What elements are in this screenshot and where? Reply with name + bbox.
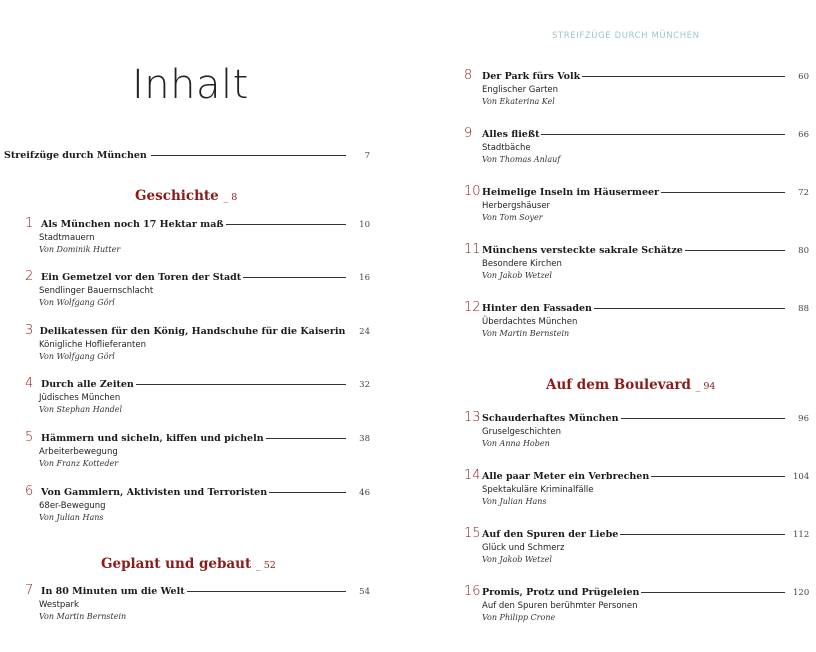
- leader-line: [266, 438, 346, 439]
- entry-title: In 80 Minuten um die Welt: [41, 586, 185, 597]
- entry-author: Von Martin Bernstein: [39, 612, 127, 621]
- entry-number: 14: [464, 468, 481, 483]
- entry-author: Von Stephan Handel: [39, 405, 123, 414]
- entry-subtitle: Jüdisches München: [39, 393, 121, 403]
- entry-page: 16: [359, 273, 370, 283]
- entry-title: Münchens versteckte sakrale Schätze: [482, 245, 683, 256]
- leader-line: [594, 308, 785, 309]
- entry-title: Alles fließt: [482, 129, 540, 140]
- toc-entry[interactable]: [25, 583, 370, 621]
- entry-page: 38: [359, 434, 370, 444]
- entry-number: 2: [25, 269, 34, 284]
- entry-number: 13: [464, 410, 481, 425]
- entry-subtitle: Arbeiterbewegung: [39, 447, 118, 457]
- section-heading-boulevard: Auf dem Boulevard _ 94: [546, 377, 716, 393]
- entry-page: 104: [793, 472, 810, 482]
- entry-number: 8: [464, 68, 473, 83]
- entry-page: 72: [798, 188, 809, 198]
- entry-number: 10: [464, 184, 481, 199]
- toc-entry[interactable]: [464, 526, 809, 564]
- entry-title: Hämmern und sicheln, kiffen und picheln: [41, 433, 264, 444]
- toc-entry[interactable]: [464, 68, 809, 106]
- entry-title: Als München noch 17 Hektar maß: [41, 219, 224, 230]
- entry-page: 96: [798, 414, 809, 424]
- entry-title: Auf den Spuren der Liebe: [482, 529, 619, 540]
- entry-subtitle: Stadtmauern: [39, 233, 95, 243]
- entry-page: 112: [793, 530, 810, 540]
- entry-author: Von Martin Bernstein: [482, 329, 570, 338]
- entry-title: Heimelige Inseln im Häusermeer: [482, 187, 660, 198]
- entry-number: 15: [464, 526, 481, 541]
- intro-entry[interactable]: [4, 150, 370, 161]
- toc-entry[interactable]: [25, 323, 370, 361]
- entry-author: Von Julian Hans: [39, 513, 104, 522]
- entry-subtitle: Westpark: [39, 600, 79, 610]
- leader-line: [620, 534, 785, 535]
- entry-number: 16: [464, 584, 481, 599]
- entry-title: Delikatessen für den König, Handschuhe für die Kaiserin: [39, 326, 346, 337]
- entry-author: Von Thomas Anlauf: [482, 155, 561, 164]
- toc-entry[interactable]: [464, 126, 809, 164]
- entry-page: 10: [359, 220, 370, 230]
- entry-author: Von Julian Hans: [482, 497, 547, 506]
- entry-page: 32: [359, 380, 370, 390]
- toc-entry[interactable]: [464, 410, 809, 448]
- toc-entry[interactable]: [464, 300, 809, 338]
- toc-entry[interactable]: [25, 430, 370, 468]
- leader-line: [685, 250, 785, 251]
- leader-line: [187, 591, 346, 592]
- entry-subtitle: Überdachtes München: [482, 317, 578, 327]
- entry-subtitle: Sendlinger Bauernschlacht: [39, 286, 154, 296]
- toc-entry[interactable]: [464, 184, 809, 222]
- leader-line: [651, 476, 785, 477]
- leader-line: [621, 418, 785, 419]
- entry-title: Durch alle Zeiten: [41, 379, 134, 390]
- entry-subtitle: Spektakuläre Kriminalfälle: [482, 485, 594, 495]
- page-title: Inhalt: [132, 62, 249, 108]
- entry-title: Alle paar Meter ein Verbrechen: [482, 471, 650, 482]
- leader-line: [661, 192, 785, 193]
- toc-entry[interactable]: [464, 242, 809, 280]
- entry-subtitle: Herbergshäuser: [482, 201, 551, 211]
- entry-title: Promis, Protz und Prügeleien: [482, 587, 640, 598]
- entry-subtitle: Glück und Schmerz: [482, 543, 565, 553]
- entry-subtitle: Besondere Kirchen: [482, 259, 562, 269]
- entry-number: 7: [25, 583, 34, 598]
- entry-subtitle: 68er-Bewegung: [39, 501, 106, 511]
- entry-subtitle: Gruselgeschichten: [482, 427, 561, 437]
- entry-title: Von Gammlern, Aktivisten und Terroristen: [41, 487, 268, 498]
- entry-subtitle: Auf den Spuren berühmter Personen: [482, 601, 638, 611]
- leader-line: [136, 384, 346, 385]
- section-heading-geplant: Geplant und gebaut _ 52: [101, 556, 276, 572]
- entry-number: 5: [25, 430, 34, 445]
- entry-page: 24: [359, 327, 370, 337]
- toc-entry[interactable]: [25, 269, 370, 307]
- toc-entry[interactable]: [25, 216, 370, 254]
- entry-subtitle: Englischer Garten: [482, 85, 559, 95]
- entry-title: Ein Gemetzel vor den Toren der Stadt: [41, 272, 242, 283]
- entry-page: 120: [793, 588, 810, 598]
- entry-page: 46: [359, 488, 370, 498]
- leader-line: [641, 592, 785, 593]
- entry-page: 88: [798, 304, 809, 314]
- toc-entry[interactable]: [25, 376, 370, 414]
- entry-author: Von Anna Hoben: [482, 439, 550, 448]
- entry-number: 6: [25, 484, 34, 499]
- intro-page: 7: [364, 151, 370, 161]
- entry-page: 54: [359, 587, 370, 597]
- entry-author: Von Jakob Wetzel: [482, 555, 552, 564]
- leader-line: [541, 134, 785, 135]
- leader-line: [582, 76, 785, 77]
- entry-author: Von Wolfgang Görl: [39, 352, 115, 361]
- entry-author: Von Tom Soyer: [482, 213, 543, 222]
- entry-title: Schauderhaftes München: [482, 413, 619, 424]
- entry-title: Hinter den Fassaden: [482, 303, 592, 314]
- entry-number: 9: [464, 126, 473, 141]
- leader-line: [269, 492, 346, 493]
- entry-author: Von Jakob Wetzel: [482, 271, 552, 280]
- entry-page: 80: [798, 246, 809, 256]
- running-head: STREIFZÜGE DURCH MÜNCHEN: [552, 31, 700, 41]
- entry-author: Von Dominik Hutter: [39, 245, 121, 254]
- toc-entry[interactable]: [464, 584, 809, 622]
- entry-page: 66: [798, 130, 809, 140]
- entry-subtitle: Stadtbäche: [482, 143, 531, 153]
- leader-line: [151, 155, 346, 156]
- entry-number: 4: [25, 376, 34, 391]
- toc-entry[interactable]: [464, 468, 809, 506]
- leader-line: [226, 224, 346, 225]
- entry-page: 60: [798, 72, 809, 82]
- entry-title: Der Park fürs Volk: [482, 71, 581, 82]
- entry-number: 12: [464, 300, 481, 315]
- entry-author: Von Ekaterina Kel: [482, 97, 555, 106]
- entry-number: 3: [25, 323, 34, 338]
- entry-number: 11: [464, 242, 481, 257]
- section-heading-geschichte: Geschichte _ 8: [135, 188, 238, 204]
- entry-author: Von Franz Kotteder: [39, 459, 119, 468]
- entry-author: Von Wolfgang Görl: [39, 298, 115, 307]
- leader-line: [243, 277, 346, 278]
- intro-title: Streifzüge durch München: [4, 150, 147, 161]
- entry-number: 1: [25, 216, 34, 231]
- entry-author: Von Philipp Crone: [482, 613, 556, 622]
- toc-entry[interactable]: [25, 484, 370, 522]
- entry-subtitle: Königliche Hoflieferanten: [39, 340, 147, 350]
